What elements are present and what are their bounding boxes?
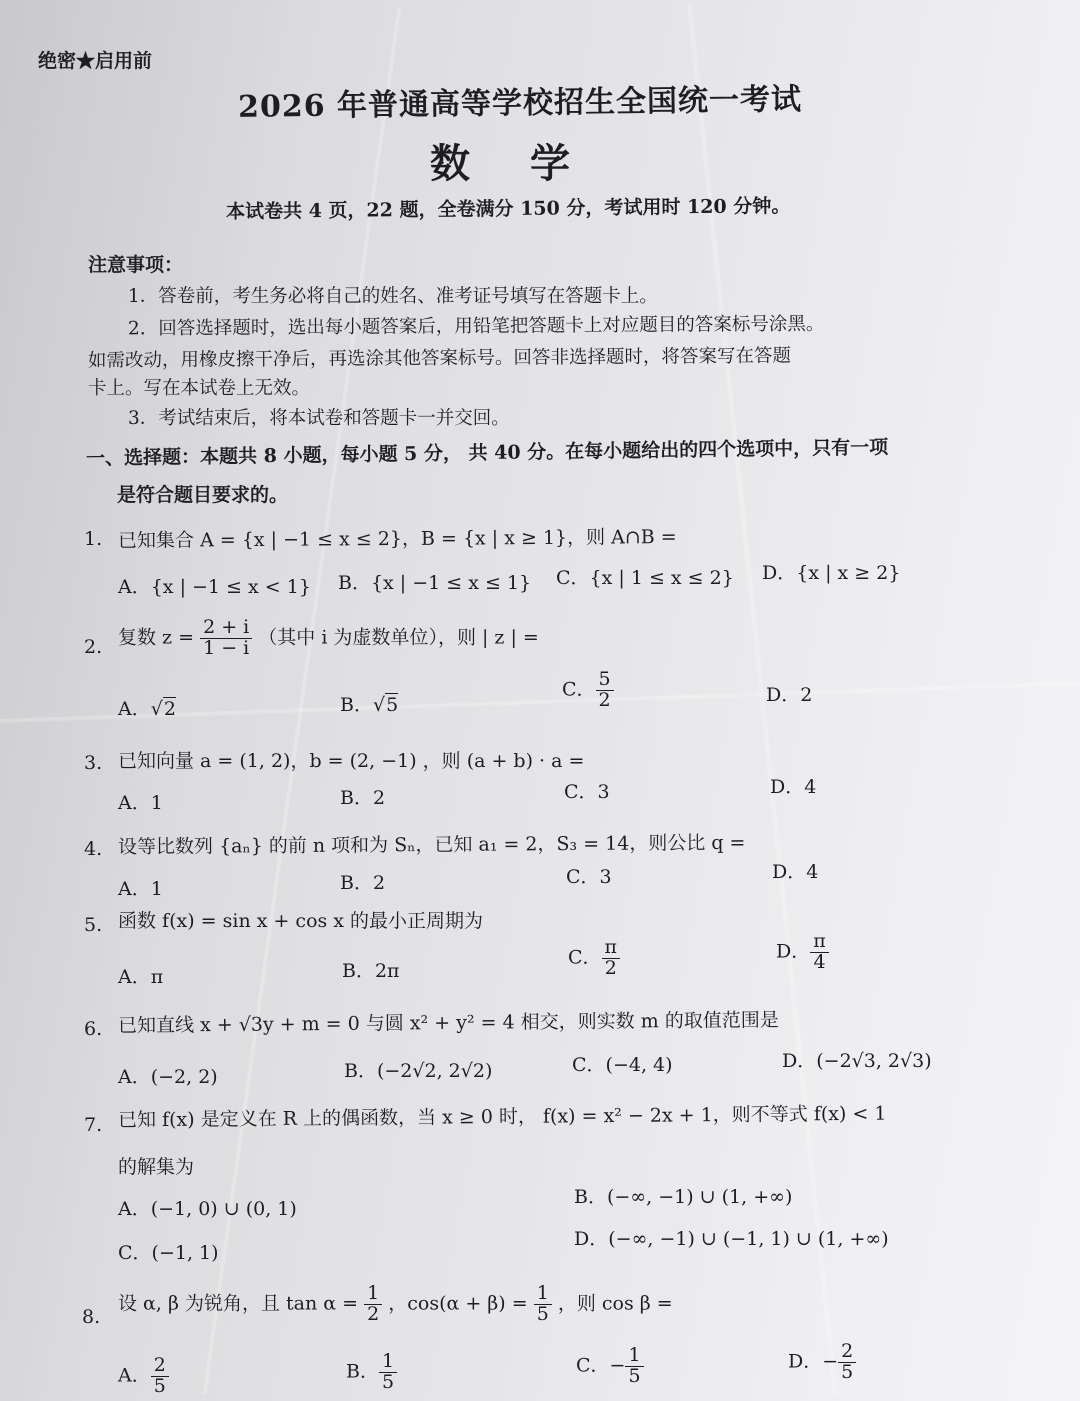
question-2-option-c xyxy=(562,670,614,711)
fraction xyxy=(534,1284,552,1325)
stem-text: 设 α, β 为锐角，且 tan α = xyxy=(118,1292,359,1315)
question-7-option-a: A．(−1, 0) ∪ (0, 1) xyxy=(118,1198,297,1220)
fraction-denominator: 2 xyxy=(604,956,617,979)
question-3-option-d: D．4 xyxy=(770,776,817,798)
fraction-denominator: 5 xyxy=(153,1374,166,1397)
option-label: A． xyxy=(118,698,151,720)
fraction-numerator: 1 xyxy=(379,1352,397,1373)
stem-text: ，cos(α + β) = xyxy=(388,1292,528,1315)
note-line: 2．回答选择题时，选出每小题答案后，用铅笔把答题卡上对应题目的答案标号涂黑。 xyxy=(127,313,825,340)
question-4-stem: 设等比数列 {aₙ} 的前 n 项和为 Sₙ，已知 a₁ = 2，S₃ = 14，则公比 q = xyxy=(117,831,746,859)
option-label: B． xyxy=(346,1360,379,1383)
question-4-option-a: A．1 xyxy=(118,878,163,900)
question-3-option-c: C．3 xyxy=(564,781,610,803)
fraction-numerator: 2 xyxy=(151,1356,169,1377)
question-5-option-b: B．2π xyxy=(342,960,400,982)
question-5-option-d xyxy=(776,932,829,973)
question-6-option-a: A．(−2, 2) xyxy=(118,1066,218,1088)
fraction xyxy=(379,1352,397,1393)
fraction-denominator: 5 xyxy=(628,1364,641,1387)
option-label: C． xyxy=(562,678,596,701)
note-line: 3．考试结束后，将本试卷和答题卡一并交回。 xyxy=(128,408,510,429)
option-label: D． xyxy=(776,940,811,963)
question-7-option-b: B．(−∞, −1) ∪ (1, +∞) xyxy=(574,1186,793,1208)
fraction-numerator: 2 + i xyxy=(200,618,252,639)
option-label: A． xyxy=(118,1364,151,1387)
question-6-option-c: C．(−4, 4) xyxy=(572,1054,673,1076)
question-3-number: 3. xyxy=(84,752,103,774)
fraction-numerator: 1 xyxy=(625,1346,643,1367)
question-2-option-d: D．2 xyxy=(766,684,813,706)
exam-title: 2026 年普通高等学校招生全国统一考试 xyxy=(237,82,803,125)
subject-title: 数学 xyxy=(430,140,630,187)
radicand: 5 xyxy=(386,694,399,716)
fraction-denominator: 5 xyxy=(536,1302,549,1325)
question-5-stem: 函数 f(x) = sin x + cos x 的最小正周期为 xyxy=(118,910,484,932)
question-6-number: 6. xyxy=(84,1018,103,1040)
option-label: D．− xyxy=(788,1350,839,1373)
fraction xyxy=(810,932,829,973)
question-5-number: 5. xyxy=(84,914,103,936)
option-label: C． xyxy=(568,946,602,969)
note-line: 如需改动，用橡皮擦干净后，再选涂其他答案标号。回答非选择题时，将答案写在答题 xyxy=(87,345,792,372)
question-4-number: 4. xyxy=(84,838,103,860)
fraction xyxy=(596,670,614,711)
stem-text: ，则 cos β = xyxy=(557,1292,673,1315)
fraction-denominator: 2 xyxy=(598,688,611,711)
section-heading-cont: 是符合题目要求的。 xyxy=(117,484,289,506)
question-2-stem xyxy=(118,618,539,659)
question-6-stem: 已知直线 x + √3y + m = 0 与圆 x² + y² = 4 相交，则实数 m 的取值范围是 xyxy=(117,1009,779,1037)
question-5-option-c xyxy=(568,938,620,979)
question-3-stem: 已知向量 a = (1, 2)，b = (2, −1) ，则 (a + b) · a = xyxy=(118,750,585,772)
stem-text: 复数 z = xyxy=(118,626,195,649)
question-7-stem-cont: 的解集为 xyxy=(118,1156,195,1178)
question-4-option-d: D．4 xyxy=(772,861,819,883)
question-1-option-a: A．{x | −1 ≤ x < 1} xyxy=(118,576,311,598)
fraction-numerator: 5 xyxy=(596,670,614,691)
question-8-option-c xyxy=(576,1346,644,1387)
fraction-denominator: 1 − i xyxy=(203,636,250,659)
question-3-option-b: B．2 xyxy=(340,787,386,809)
fraction xyxy=(625,1346,643,1387)
question-7-option-c: C．(−1, 1) xyxy=(118,1242,219,1264)
question-8-option-b xyxy=(346,1352,397,1393)
fraction-numerator: 1 xyxy=(364,1284,382,1305)
question-7-option-d: D．(−∞, −1) ∪ (−1, 1) ∪ (1, +∞) xyxy=(574,1228,889,1250)
question-3-option-a: A．1 xyxy=(118,792,163,814)
fraction xyxy=(602,938,621,979)
question-8-option-a xyxy=(118,1356,169,1397)
question-4-option-c: C．3 xyxy=(566,866,612,888)
question-2-option-b: B．√5 xyxy=(340,694,399,716)
fraction xyxy=(364,1284,382,1325)
fraction-numerator: 1 xyxy=(534,1284,552,1305)
fraction-denominator: 4 xyxy=(813,950,826,973)
question-4-option-b: B．2 xyxy=(340,872,386,894)
notes-heading: 注意事项： xyxy=(88,254,184,276)
radicand: 2 xyxy=(163,698,176,720)
fraction-numerator: π xyxy=(810,932,829,953)
option-label: B． xyxy=(340,694,373,716)
question-7-number: 7. xyxy=(84,1114,103,1136)
question-8-option-d xyxy=(788,1342,856,1383)
fraction-denominator: 2 xyxy=(367,1302,380,1325)
fraction xyxy=(151,1356,169,1397)
question-6-option-b: B．(−2√2, 2√2) xyxy=(344,1060,493,1082)
confidential-mark: 绝密★启用前 xyxy=(38,50,153,72)
question-8-number: 8. xyxy=(82,1306,101,1328)
note-line: 1．答卷前，考生务必将自己的姓名、准考证号填写在答题卡上。 xyxy=(128,286,658,307)
question-7-stem: 已知 f(x) 是定义在 R 上的偶函数，当 x ≥ 0 时， f(x) = x² − 2x + 1，则不等式 f(x) < 1 xyxy=(117,1102,887,1132)
question-8-stem xyxy=(118,1284,673,1325)
fraction-numerator: 2 xyxy=(838,1342,856,1363)
fraction xyxy=(838,1342,856,1383)
stem-text: （其中 i 为虚数单位），则 | z | = xyxy=(258,626,539,649)
question-2-number: 2. xyxy=(84,636,103,658)
section-heading: 一、选择题：本题共 8 小题，每小题 5 分， 共 40 分。在每小题给出的四个选项中，只有一项 xyxy=(85,436,889,470)
question-5-option-a: A．π xyxy=(118,966,164,988)
question-1-option-b: B．{x | −1 ≤ x ≤ 1} xyxy=(338,572,532,594)
question-1-option-c: C．{x | 1 ≤ x ≤ 2} xyxy=(556,567,734,589)
fraction-denominator: 5 xyxy=(841,1360,854,1383)
question-6-option-d: D．(−2√3, 2√3) xyxy=(782,1050,932,1072)
fraction-numerator: π xyxy=(602,938,621,959)
exam-info: 本试卷共 4 页，22 题，全卷满分 150 分，考试用时 120 分钟。 xyxy=(225,195,791,223)
question-1-stem: 已知集合 A = {x | −1 ≤ x ≤ 2}，B = {x | x ≥ 1}，则 A∩B = xyxy=(117,526,677,552)
note-line: 卡上。写在本试卷上无效。 xyxy=(88,378,311,399)
fraction-denominator: 5 xyxy=(381,1370,395,1393)
fraction xyxy=(200,618,252,659)
question-2-option-a: A．√2 xyxy=(118,698,176,720)
question-1-number: 1. xyxy=(84,528,103,550)
option-label: C．− xyxy=(576,1354,626,1377)
question-1-option-d: D．{x | x ≥ 2} xyxy=(762,562,901,584)
